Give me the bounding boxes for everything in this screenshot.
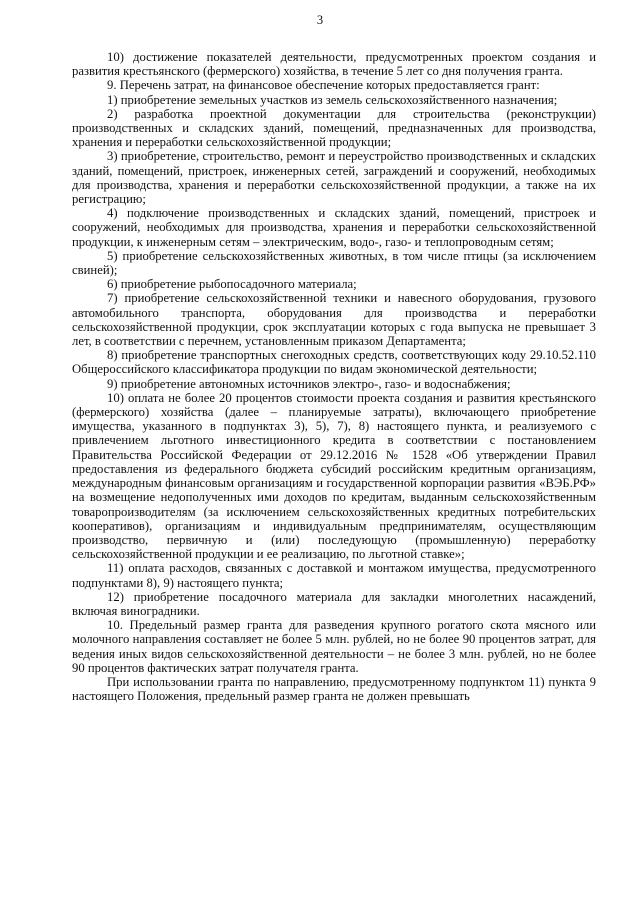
paragraph: 6) приобретение рыбопосадочного материала; — [107, 277, 357, 292]
paragraph: 2) разработка проектной документации для строительства (реконструкции) производственных и складских зданий, помещений, предназначенных для производства, хранения и переработки сельскохозяйственной продукции; — [72, 106, 596, 150]
paragraph: 5) приобретение сельскохозяйственных животных, в том числе птицы (за исключением свиней); — [72, 248, 596, 278]
paragraph: 7) приобретение сельскохозяйственной техники и навесного оборудования, грузового автомобильного транспорта, оборудования для производства и переработки сельскохозяйственной продукции, срок эксплуатации которых с года выпуска не превышает 3 лет, в соответствии с перечнем, установленным приказом Департамента; — [72, 291, 596, 349]
paragraph: 11) оплата расходов, связанных с доставкой и монтажом имущества, предусмотренного подпунктами 8), 9) настоящего пункта; — [72, 561, 596, 590]
paragraph: 1) приобретение земельных участков из земель сельскохозяйственного назначения; — [107, 92, 558, 107]
page-number: 3 — [316, 13, 324, 27]
document-body — [72, 50, 596, 703]
paragraph: 12) приобретение посадочного материала для закладки многолетних насаждений, включая виноградники. — [72, 589, 596, 618]
paragraph: 10. Предельный размер гранта для разведения крупного рогатого скота мясного или молочного направления составляет не более 5 млн. рублей, но не более 90 процентов затрат, для ведения иных видов сельскохозяйственной деятельности – не более 3 млн. рублей, но не более 90 процентов фактических затрат получателя гранта. — [72, 618, 596, 675]
paragraph: 10) достижение показателей деятельности, предусмотренных проектом создания и развития крестьянского (фермерского) хозяйства, в течение 5 лет со дня получения гранта. — [72, 50, 596, 79]
paragraph: 10) оплата не более 20 процентов стоимости проекта создания и развития крестьянского (фермерского) хозяйства (далее – планируемые затраты), включающего приобретение имущества, указанного в подпунктах 3), 5), 7), 8) настоящего пункта, и реализуемого с привлечением льготного инвестиционного кредита в соответствии с постановлением Правительства Российской Федерации от 29.12.2016 № 1528 «Об утверждении Правил предоставления из федерального бюджета субсидий российским кредитным организациям, международным финансовым организациям и государственной корпорации развития «ВЭБ.РФ» на возмещение недополученных ими доходов по кредитам, выданным сельскохозяйственным товаропроизводителям (за исключением сельскохозяйственных кредитных потребительских кооперативов), организациям и индивидуальным предпринимателям, осуществляющим производство, первичную и (или) последующую (промышленную) переработку сельскохозяйственной продукции и ее реализацию, по льготной ставке»; — [72, 390, 596, 562]
paragraph: 4) подключение производственных и складских зданий, помещений, пристроек и сооружений, необходимых для производства, хранения и переработки сельскохозяйственной продукции, к инженерным сетям – электрическим, водо-, газо- и теплопроводным сетям; — [72, 206, 596, 249]
paragraph: 9. Перечень затрат, на финансовое обеспечение которых предоставляется грант: — [107, 78, 540, 93]
paragraph: 9) приобретение автономных источников электро-, газо- и водоснабжения; — [107, 376, 511, 391]
paragraph: 3) приобретение, строительство, ремонт и переустройство производственных и складских зданий, помещений, пристроек, инженерных сетей, заграждений и сооружений, необходимых для производства, хранения и переработки сельскохозяйственной продукции, а также на их регистрацию; — [72, 149, 596, 207]
paragraph: 8) приобретение транспортных снегоходных средств, соответствующих коду 29.10.52.110 Общероссийского классификатора продукции по видам экономической деятельности; — [72, 348, 596, 377]
paragraph: При использовании гранта по направлению, предусмотренному подпунктом 11) пункта 9 настоящего Положения, предельный размер гранта не должен превышать — [72, 674, 596, 704]
